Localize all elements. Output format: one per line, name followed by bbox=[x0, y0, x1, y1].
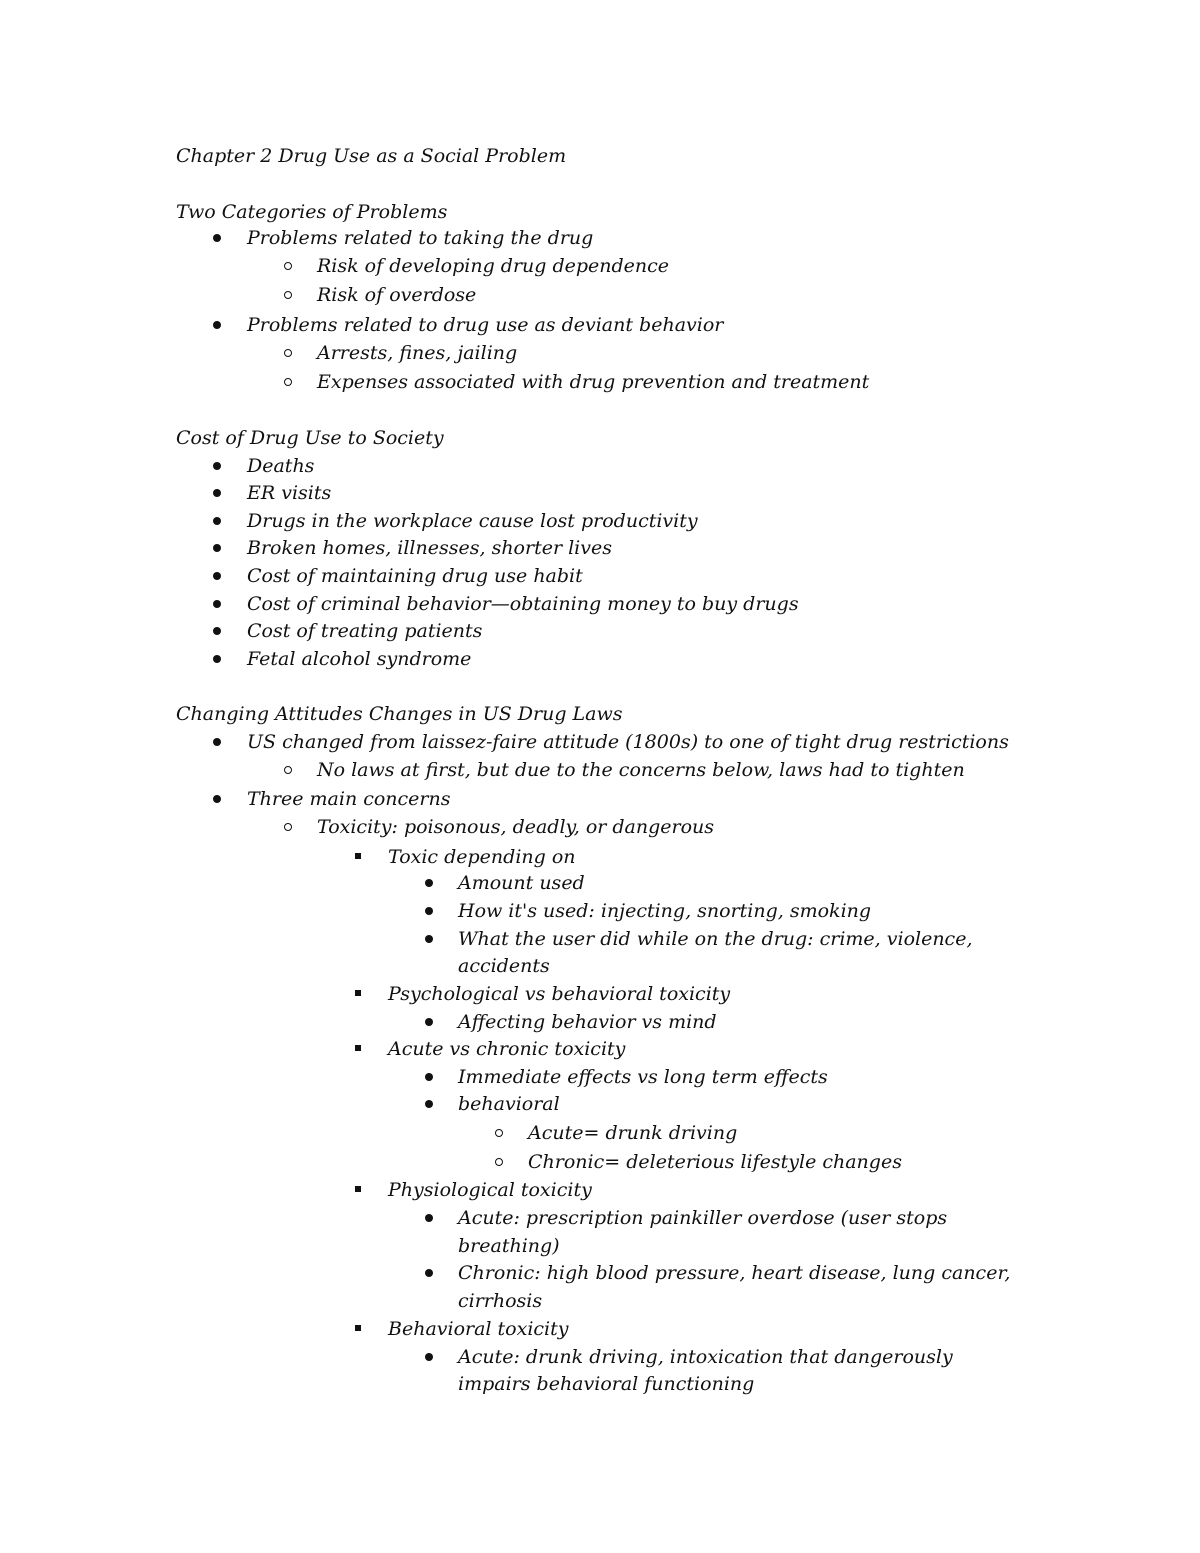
list-item: Cost of maintaining drug use habit bbox=[247, 565, 583, 587]
list-item-continuation: impairs behavioral functioning bbox=[458, 1373, 755, 1395]
list-item-continuation: cirrhosis bbox=[458, 1290, 543, 1312]
bullet-disc-icon bbox=[213, 517, 221, 525]
bullet-disc-icon bbox=[425, 1353, 433, 1361]
bullet-disc-icon bbox=[425, 1269, 433, 1277]
bullet-circle-icon bbox=[284, 766, 292, 774]
list-item: Chronic: high blood pressure, heart disease, lung cancer, bbox=[458, 1262, 1011, 1284]
list-item: Risk of developing drug dependence bbox=[317, 255, 670, 277]
bullet-disc-icon bbox=[213, 489, 221, 497]
list-item: Cost of criminal behavior—obtaining money to buy drugs bbox=[247, 593, 799, 615]
page-title: Chapter 2 Drug Use as a Social Problem bbox=[176, 145, 567, 167]
bullet-circle-icon bbox=[284, 262, 292, 270]
bullet-circle-icon bbox=[284, 349, 292, 357]
bullet-disc-icon bbox=[425, 1214, 433, 1222]
list-item: Cost of treating patients bbox=[247, 620, 483, 642]
bullet-circle-icon bbox=[495, 1129, 503, 1137]
list-item-continuation: accidents bbox=[458, 955, 550, 977]
list-item-continuation: breathing) bbox=[458, 1235, 560, 1257]
list-item: Problems related to taking the drug bbox=[247, 227, 594, 249]
list-item: What the user did while on the drug: crime, violence, bbox=[458, 928, 973, 950]
list-item: Affecting behavior vs mind bbox=[458, 1011, 717, 1033]
list-item: Physiological toxicity bbox=[388, 1179, 592, 1201]
list-item: Toxicity: poisonous, deadly, or dangerous bbox=[317, 816, 715, 838]
list-item: Acute= drunk driving bbox=[528, 1122, 738, 1144]
bullet-disc-icon bbox=[425, 907, 433, 915]
bullet-disc-icon bbox=[213, 627, 221, 635]
bullet-square-icon bbox=[355, 1045, 361, 1051]
bullet-disc-icon bbox=[425, 1100, 433, 1108]
bullet-circle-icon bbox=[495, 1158, 503, 1166]
bullet-disc-icon bbox=[213, 655, 221, 663]
bullet-square-icon bbox=[355, 853, 361, 859]
list-item: No laws at first, but due to the concerns below, laws had to tighten bbox=[317, 759, 965, 781]
bullet-disc-icon bbox=[425, 879, 433, 887]
bullet-disc-icon bbox=[213, 234, 221, 242]
list-item: Arrests, fines, jailing bbox=[317, 342, 518, 364]
list-item: behavioral bbox=[458, 1093, 560, 1115]
list-item: Acute: prescription painkiller overdose (user stops bbox=[458, 1207, 948, 1229]
list-item: Psychological vs behavioral toxicity bbox=[388, 983, 731, 1005]
list-item: Acute vs chronic toxicity bbox=[388, 1038, 626, 1060]
bullet-circle-icon bbox=[284, 378, 292, 386]
list-item: Broken homes, illnesses, shorter lives bbox=[247, 537, 612, 559]
bullet-circle-icon bbox=[284, 823, 292, 831]
list-item: Problems related to drug use as deviant behavior bbox=[247, 314, 724, 336]
list-item: Risk of overdose bbox=[317, 284, 477, 306]
list-item: Deaths bbox=[247, 455, 315, 477]
list-item: Expenses associated with drug prevention and treatment bbox=[317, 371, 870, 393]
list-item: Toxic depending on bbox=[388, 846, 576, 868]
section-heading-cost: Cost of Drug Use to Society bbox=[176, 427, 444, 449]
list-item: Fetal alcohol syndrome bbox=[247, 648, 472, 670]
bullet-disc-icon bbox=[213, 321, 221, 329]
list-item: Acute: drunk driving, intoxication that dangerously bbox=[458, 1346, 953, 1368]
list-item: Chronic= deleterious lifestyle changes bbox=[528, 1151, 902, 1173]
list-item: How it's used: injecting, snorting, smoking bbox=[458, 900, 872, 922]
bullet-disc-icon bbox=[213, 600, 221, 608]
bullet-square-icon bbox=[355, 1186, 361, 1192]
bullet-square-icon bbox=[355, 990, 361, 996]
list-item: Behavioral toxicity bbox=[388, 1318, 569, 1340]
bullet-disc-icon bbox=[425, 1018, 433, 1026]
bullet-circle-icon bbox=[284, 291, 292, 299]
bullet-disc-icon bbox=[213, 544, 221, 552]
bullet-disc-icon bbox=[213, 462, 221, 470]
bullet-disc-icon bbox=[425, 1073, 433, 1081]
bullet-disc-icon bbox=[213, 738, 221, 746]
bullet-disc-icon bbox=[425, 935, 433, 943]
list-item: Immediate effects vs long term effects bbox=[458, 1066, 828, 1088]
bullet-disc-icon bbox=[213, 572, 221, 580]
list-item: Three main concerns bbox=[247, 788, 451, 810]
section-heading-categories: Two Categories of Problems bbox=[176, 201, 448, 223]
section-heading-attitudes: Changing Attitudes Changes in US Drug Laws bbox=[176, 703, 623, 725]
list-item: Drugs in the workplace cause lost productivity bbox=[247, 510, 698, 532]
bullet-square-icon bbox=[355, 1325, 361, 1331]
bullet-disc-icon bbox=[213, 795, 221, 803]
list-item: US changed from laissez-faire attitude (1800s) to one of tight drug restrictions bbox=[247, 731, 1009, 753]
list-item: Amount used bbox=[458, 872, 585, 894]
list-item: ER visits bbox=[247, 482, 332, 504]
